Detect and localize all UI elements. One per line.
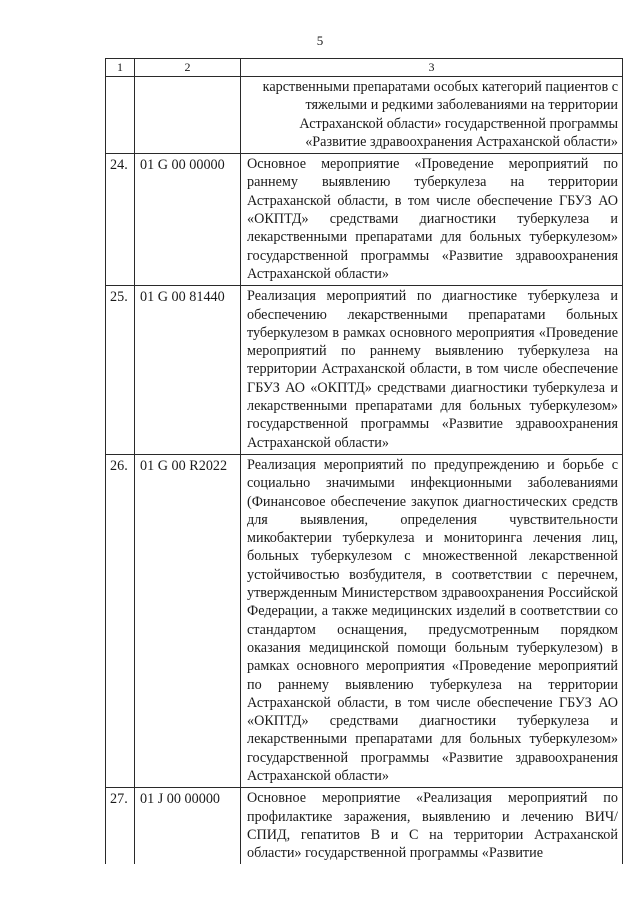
row-description: Реализация мероприятий по диагностике туберкулеза и обеспечению лекарственными препаратами больных туберкулезом в рамках основного мероприятия «Проведение мероприятий по раннему выявлению туберкулеза на территории Астраханской области, в том числе обеспечение ГБУЗ АО «ОКПТД» средствами диагностики туберкулеза и лекарственными препаратами для больных туберкулезом» государственной программы «Развитие здравоохранения Астраханской области» <box>241 286 623 455</box>
row-description: Основное мероприятие «Реализация мероприятий по профилактике заражения, выявлению и лечению ВИЧ/СПИД, гепатитов В и С на территории Астраханской области» государственной программы «Развитие <box>241 788 623 865</box>
column-header-number: 1 <box>106 59 135 77</box>
table-header-row <box>106 59 623 77</box>
row-code-cell <box>135 77 241 154</box>
table-row <box>106 454 623 787</box>
column-header-code: 2 <box>135 59 241 77</box>
row-code: 01 J 00 00000 <box>135 788 241 865</box>
row-number: 24. <box>106 154 135 286</box>
row-description: Реализация мероприятий по предупреждению и борьбе с социально значимыми инфекционными заболеваниями (Финансовое обеспечение закупок диагностических средств для выявления, определения чувствительности микобактерии туберкулеза и мониторинга лечения лиц, больных туберкулезом с множественной лекарственной устойчивостью возбудителя, в соответствии с перечнем, утвержденным Министерством здравоохранения Российской Федерации, а также медицинских изделий в соответствии со стандартом оснащения, предусмотренным порядком оказания медицинской помощи больным туберкулезом) в рамках основного мероприятия «Проведение мероприятий по раннему выявлению туберкулеза на территории Астраханской области, в том числе обеспечение ГБУЗ АО «ОКПТД» средствами диагностики туберкулеза и лекарственными препаратами для больных туберкулезом» государственной программы «Развитие здравоохранения Астраханской области» <box>241 454 623 787</box>
row-number-cell <box>106 77 135 154</box>
budget-classification-table <box>105 58 623 864</box>
row-code: 01 G 00 R2022 <box>135 454 241 787</box>
row-number: 27. <box>106 788 135 865</box>
row-description-continuation: карственными препаратами особых категорий пациентов с тяжелыми и редкими заболеваниями на территории Астраханской области» государственной программы «Развитие здравоохранения Астраханской области» <box>241 77 623 154</box>
table-row-continuation <box>106 77 623 154</box>
row-number: 26. <box>106 454 135 787</box>
table-row <box>106 286 623 455</box>
row-code: 01 G 00 00000 <box>135 154 241 286</box>
table-row <box>106 154 623 286</box>
table-row <box>106 788 623 865</box>
row-code: 01 G 00 81440 <box>135 286 241 455</box>
column-header-description: 3 <box>241 59 623 77</box>
page-number: 5 <box>316 33 324 48</box>
row-description: Основное мероприятие «Проведение мероприятий по раннему выявлению туберкулеза на территории Астраханской области, в том числе обеспечение ГБУЗ АО «ОКПТД» средствами диагностики туберкулеза и лекарственными препаратами для больных туберкулезом» государственной программы «Развитие здравоохранения Астраханской области» <box>241 154 623 286</box>
row-number: 25. <box>106 286 135 455</box>
